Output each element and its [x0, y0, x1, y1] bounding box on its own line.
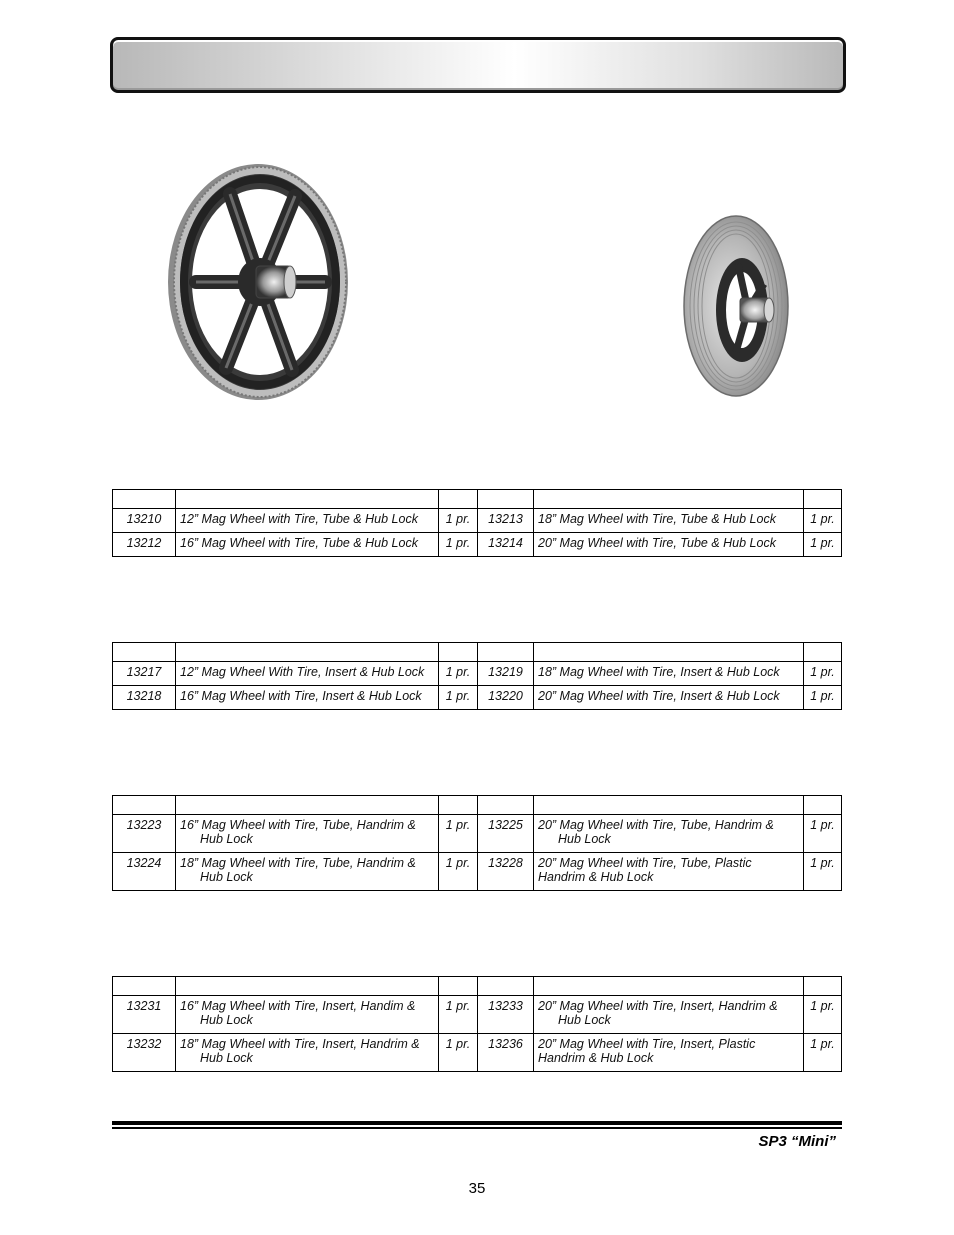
parts-table-1	[112, 489, 842, 557]
part-number: 13231	[113, 996, 176, 1034]
part-number: 13217	[113, 662, 176, 686]
table-row	[113, 815, 842, 853]
part-number: 13224	[113, 853, 176, 891]
part-description: 20” Mag Wheel with Tire, Tube & Hub Lock	[538, 536, 776, 550]
table-header-row	[113, 490, 842, 509]
part-quantity: 1 pr.	[439, 533, 478, 557]
part-quantity: 1 pr.	[804, 815, 842, 853]
parts-table-4	[112, 976, 842, 1072]
part-number: 13210	[113, 509, 176, 533]
part-number: 13218	[113, 686, 176, 710]
part-description: 12” Mag Wheel With Tire, Insert & Hub Lock	[180, 665, 425, 679]
large-mag-wheel-image	[160, 158, 360, 408]
part-description: 20” Mag Wheel with Tire, Insert, Plastic Handrim & Hub Lock	[538, 1037, 756, 1065]
part-number: 13212	[113, 533, 176, 557]
parts-table-3	[112, 795, 842, 891]
page-number: 35	[468, 1180, 486, 1197]
table-row	[113, 533, 842, 557]
small-mag-wheel-image	[680, 212, 792, 402]
part-quantity: 1 pr.	[804, 509, 842, 533]
part-quantity: 1 pr.	[439, 815, 478, 853]
part-quantity: 1 pr.	[804, 853, 842, 891]
part-description: 20” Mag Wheel with Tire, Tube, Plastic Handrim & Hub Lock	[538, 856, 752, 884]
part-number: 13214	[478, 533, 534, 557]
part-number: 13232	[113, 1034, 176, 1072]
part-quantity: 1 pr.	[439, 853, 478, 891]
part-quantity: 1 pr.	[439, 1034, 478, 1072]
part-description: 12” Mag Wheel with Tire, Tube & Hub Lock	[180, 512, 418, 526]
part-description: 18” Mag Wheel with Tire, Insert & Hub Lock	[538, 665, 780, 679]
part-quantity: 1 pr.	[804, 686, 842, 710]
footer-divider	[112, 1121, 842, 1125]
table-row	[113, 686, 842, 710]
part-description: 16” Mag Wheel with Tire, Tube, Handrim & Hub Lock	[180, 818, 416, 846]
part-quantity: 1 pr.	[804, 533, 842, 557]
part-description: 18” Mag Wheel with Tire, Tube, Handrim & Hub Lock	[180, 856, 416, 884]
section-title-banner	[110, 37, 846, 93]
table-row	[113, 509, 842, 533]
part-number: 13225	[478, 815, 534, 853]
part-number: 13219	[478, 662, 534, 686]
part-quantity: 1 pr.	[439, 509, 478, 533]
table-header-row	[113, 643, 842, 662]
part-quantity: 1 pr.	[804, 662, 842, 686]
part-description: 18” Mag Wheel with Tire, Tube & Hub Lock	[538, 512, 776, 526]
part-number: 13223	[113, 815, 176, 853]
part-description: 20” Mag Wheel with Tire, Insert & Hub Lock	[538, 689, 780, 703]
table-header-row	[113, 977, 842, 996]
part-number: 13213	[478, 509, 534, 533]
part-description: 16” Mag Wheel with Tire, Tube & Hub Lock	[180, 536, 418, 550]
part-quantity: 1 pr.	[439, 996, 478, 1034]
part-number: 13220	[478, 686, 534, 710]
part-description: 18” Mag Wheel with Tire, Insert, Handrim & Hub Lock	[180, 1037, 420, 1065]
table-row	[113, 662, 842, 686]
footer-divider-thin	[112, 1127, 842, 1129]
part-number: 13228	[478, 853, 534, 891]
part-number: 13233	[478, 996, 534, 1034]
parts-table-2	[112, 642, 842, 710]
part-description: 20” Mag Wheel with Tire, Insert, Handrim & Hub Lock	[538, 999, 778, 1027]
part-quantity: 1 pr.	[804, 1034, 842, 1072]
model-name: SP3 “Mini”	[758, 1133, 836, 1150]
table-row	[113, 853, 842, 891]
part-description: 20” Mag Wheel with Tire, Tube, Handrim & Hub Lock	[538, 818, 774, 846]
table-row	[113, 1034, 842, 1072]
table-header-row	[113, 796, 842, 815]
part-number: 13236	[478, 1034, 534, 1072]
table-row	[113, 996, 842, 1034]
part-quantity: 1 pr.	[439, 662, 478, 686]
part-quantity: 1 pr.	[804, 996, 842, 1034]
part-quantity: 1 pr.	[439, 686, 478, 710]
part-description: 16” Mag Wheel with Tire, Insert & Hub Lock	[180, 689, 422, 703]
part-description: 16” Mag Wheel with Tire, Insert, Handim & Hub Lock	[180, 999, 416, 1027]
